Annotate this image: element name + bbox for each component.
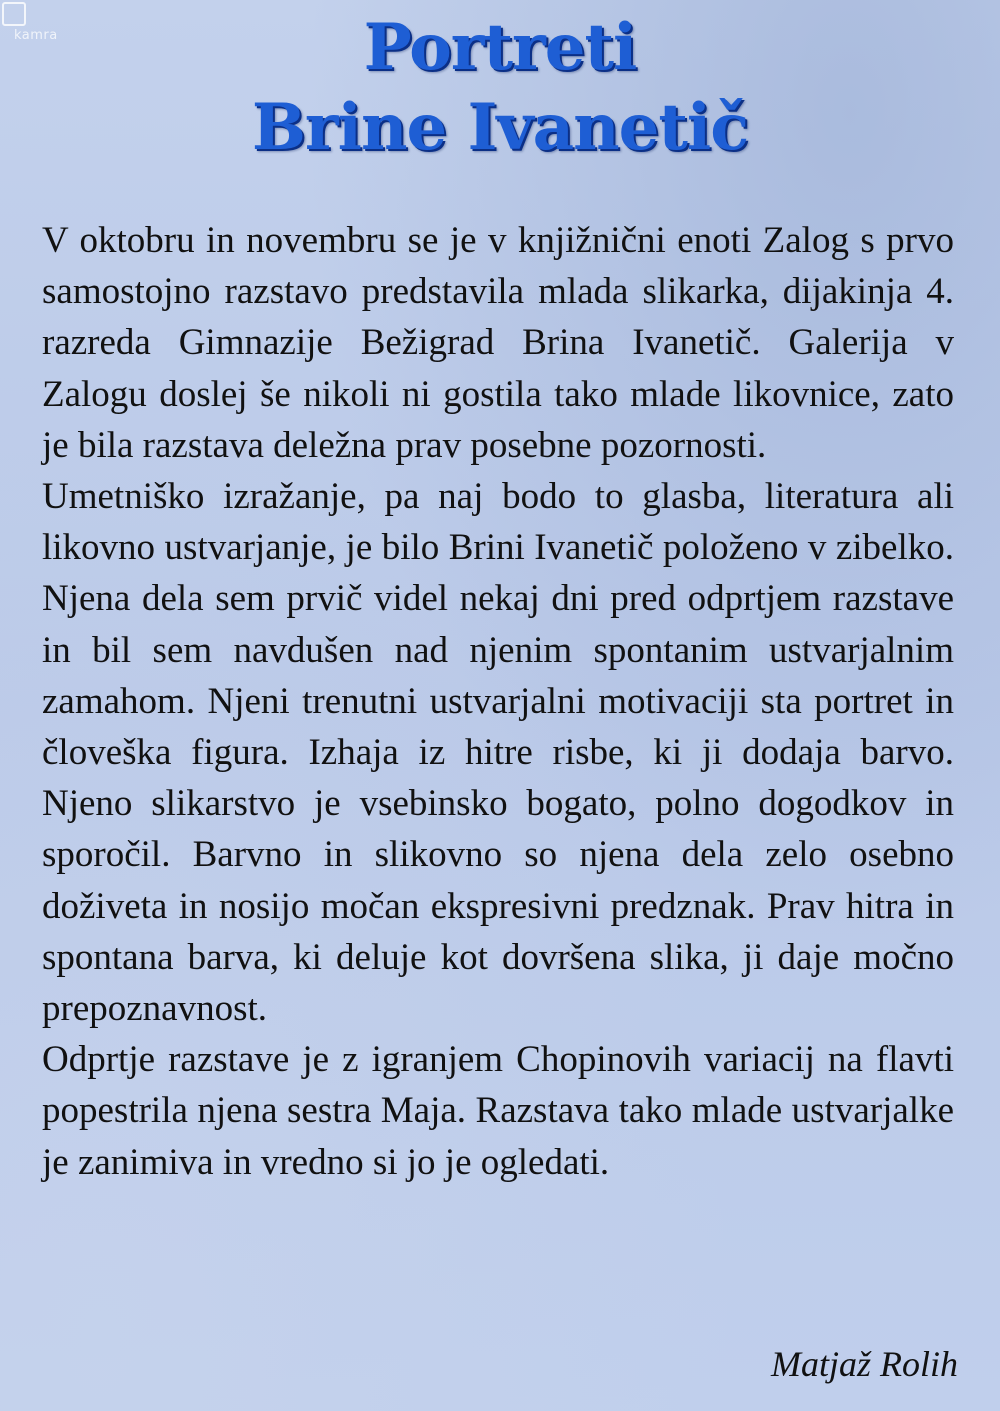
article-title: [0, 8, 1000, 168]
title-line-1: Portreti: [363, 10, 637, 85]
paragraph-2: Umetniško izražanje, pa naj bodo to glasba, literatura ali likovno ustvarjanje, je bilo Brini Ivanetič položeno v zibelko. Njena dela sem prvič videl nekaj dni pred odprtjem razstave in bil sem navdušen nad njenim spontanim ustvarjalnim zamahom. Njeni trenutni ustvarjalni motivaciji sta portret in človeška figura. Izhaja iz hitre risbe, ki ji dodaja barvo. Njeno slikarstvo je vsebinsko bogato, polno dogodkov in sporočil. Barvno in slikovno so njena dela zelo osebno doživeta in nosijo močan ekspresivni predznak. Prav hitra in spontana barva, ki deluje kot dovršena slika, ji daje močno prepoznavnost.: [42, 476, 954, 1030]
paragraph-3: Odprtje razstave je z igranjem Chopinovih variacij na flavti popestrila njena sestra Maja. Razstava tako mlade ustvarjalke je zanimiva in vredno si jo je ogledati.: [42, 1039, 954, 1183]
paragraph-1: V oktobru in novembru se je v knjižnični enoti Zalog s prvo samostojno razstavo predstavila mlada slikarka, dijakinja 4. razreda Gimnazije Bežigrad Brina Ivanetič. Galerija v Zalogu doslej še nikoli ni gostila tako mlade likovnice, zato je bila razstava deležna prav posebne pozornosti.: [42, 220, 954, 466]
article-body: [42, 215, 954, 1188]
author-signature: Matjaž Rolih: [771, 1344, 958, 1384]
watermark-text: kamra: [14, 28, 58, 43]
title-line-2: Brine Ivanetič: [251, 90, 749, 165]
